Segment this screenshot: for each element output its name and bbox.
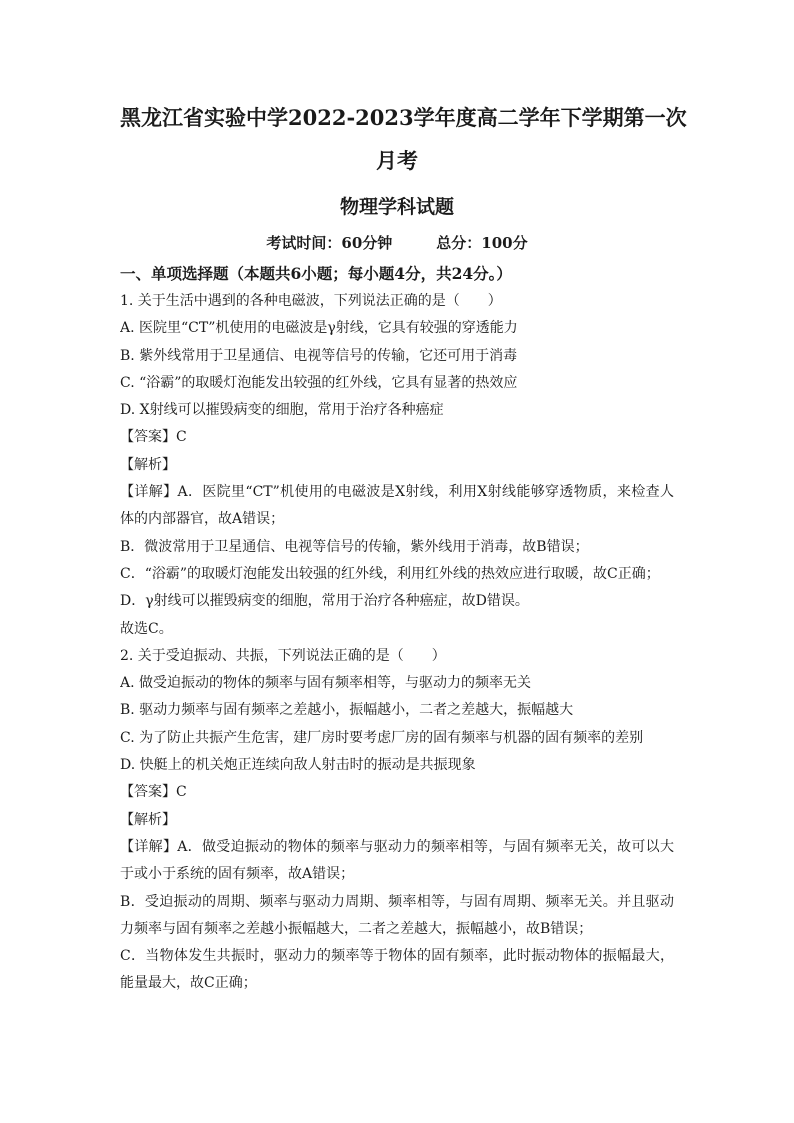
title-block [120,96,687,258]
question-1-conclusion: 故选C。 [120,620,173,637]
question-1-option-b: B. 紫外线常用于卫星通信、电视等信号的传输，它还可用于消毒 [120,347,518,364]
question-1-option-a: A. 医院里“CT”机使用的电磁波是γ射线，它具有较强的穿透能力 [120,320,518,337]
question-1-option-c: C. “浴霸”的取暖灯泡能发出较强的红外线，它具有显著的热效应 [120,374,518,391]
section-heading: 一、单项选择题（本题共6小题；每小题4分，共24分。） [120,264,512,283]
question-content [120,288,674,998]
question-2-detail-b: B．受迫振动的周期、频率与驱动力周期、频率相等，与固有周期、频率无关。并且驱动力频率与固有频率之差越小振幅越大，二者之差越大，振幅越小，故B错误； [120,893,674,937]
question-1-answer: 【答案】C [120,429,187,446]
page-title-line-1: 黑龙江省实验中学2022-2023学年度高二学年下学期第一次 [120,105,687,130]
question-1-detail-b: B．微波常用于卫星通信、电视等信号的传输，紫外线用于消毒，故B错误； [120,538,589,555]
question-1-stem: 1. 关于生活中遇到的各种电磁波，下列说法正确的是（ ） [120,293,502,309]
question-2-option-a: A. 做受迫振动的物体的频率与固有频率相等，与驱动力的频率无关 [120,675,532,692]
exam-time: 考试时间：60分钟 [266,234,393,252]
question-1-detail-d: D．γ射线可以摧毁病变的细胞，常用于治疗各种癌症，故D错误。 [120,593,529,610]
question-2-option-d: D. 快艇上的机关炮正连续向敌人射击时的振动是共振现象 [120,757,476,774]
question-2-stem: 2. 关于受迫振动、共振，下列说法正确的是（ ） [120,647,446,664]
question-1-analysis-label: 【解析】 [120,456,176,473]
exam-info [120,228,674,258]
total-score: 总分：100分 [436,234,528,252]
question-1-option-d: D. X射线可以摧毁病变的细胞，常用于治疗各种癌症 [120,402,444,419]
question-2-detail-c: C．当物体发生共振时，驱动力的频率等于物体的固有频率，此时振动物体的振幅最大，能量最大，故C正确； [120,948,674,992]
question-2-option-b: B. 驱动力频率与固有频率之差越小，振幅越小，二者之差越大，振幅越大 [120,702,574,719]
question-2-analysis-label: 【解析】 [120,811,176,828]
question-2-detail-a: 【详解】A．做受迫振动的物体的频率与驱动力的频率相等，与固有频率无关，故可以大于或小于系统的固有频率，故A错误； [120,838,674,883]
question-2-answer: 【答案】C [120,784,187,801]
question-1-detail-c: C．“浴霸”的取暖灯泡能发出较强的红外线，利用红外线的热效应进行取暖，故C正确； [120,565,660,582]
page-title-line-2: 月考 [376,148,418,173]
subject-title: 物理学科试题 [339,196,454,218]
question-1-detail-a: 【详解】A．医院里“CT”机使用的电磁波是X射线，利用X射线能够穿透物质，来检查人体的内部器官，故A错误； [120,484,674,528]
question-2-option-c: C. 为了防止共振产生危害，建厂房时要考虑厂房的固有频率与机器的固有频率的差别 [120,729,644,746]
